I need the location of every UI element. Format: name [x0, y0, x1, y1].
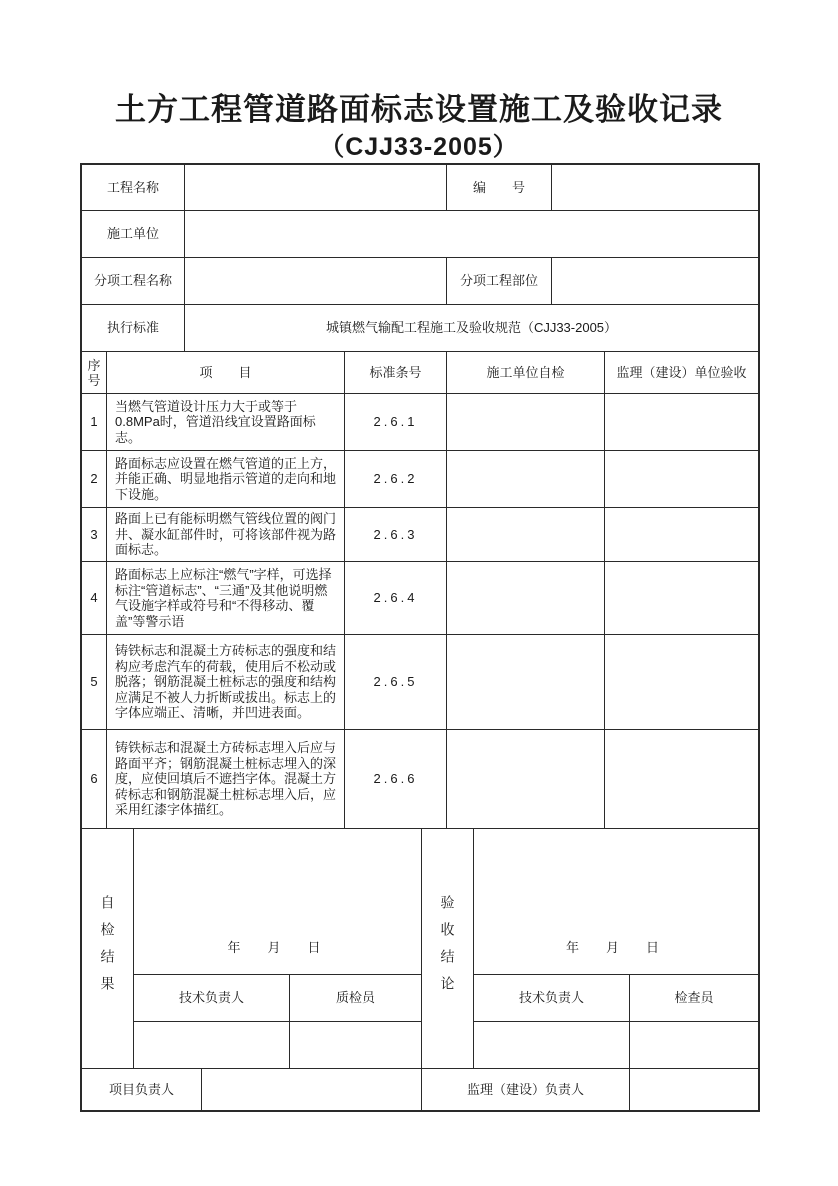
row-supervision-value	[605, 635, 758, 730]
row-item: 路面标志应设置在燃气管道的正上方，并能正确、明显地指示管道的走向和地下设施。	[107, 451, 345, 508]
subitem-name-label: 分项工程名称	[82, 258, 185, 305]
row-self-check-value	[447, 730, 605, 829]
row-item: 铸铁标志和混凝土方砖标志的强度和结构应考虑汽车的荷载，使用后不松动或脱落；钢筋混凝土桩标志的强度和结构应满足不被人力折断或拔出。标志上的字体应端正、清晰，并凹进表面。	[107, 635, 345, 730]
header-no: 序号	[82, 352, 107, 394]
row-clause: 2.6.2	[345, 451, 447, 508]
document-subtitle: （CJJ33-2005）	[319, 133, 519, 161]
row-clause: 2.6.1	[345, 394, 447, 451]
row-self-check-value	[447, 562, 605, 635]
header-item: 项 目	[107, 352, 345, 394]
header-supervision: 监理（建设）单位验收	[605, 352, 758, 394]
row-item: 铸铁标志和混凝土方砖标志埋入后应与路面平齐；钢筋混凝土桩标志埋入的深度，应使回填后不遮挡字体。混凝土方砖标志和钢筋混凝土桩标志埋入后，应采用红漆字体描红。	[107, 730, 345, 829]
project-name-label: 工程名称	[82, 165, 185, 211]
number-label: 编 号	[447, 165, 552, 211]
row-self-check-value	[447, 635, 605, 730]
acceptance-tech-leader-signature	[474, 1022, 630, 1069]
project-leader-label: 项目负责人	[82, 1069, 202, 1110]
project-name-value	[185, 165, 447, 211]
row-no: 2	[82, 451, 107, 508]
row-clause: 2.6.3	[345, 508, 447, 562]
construction-unit-value	[185, 211, 758, 258]
self-check-result-label-cell	[82, 829, 134, 1069]
acceptance-conclusion-label: 验收结论	[439, 894, 456, 1003]
row-supervision-value	[605, 508, 758, 562]
row-no: 1	[82, 394, 107, 451]
standard-label: 执行标准	[82, 305, 185, 352]
subitem-name-value	[185, 258, 447, 305]
self-check-qc-label: 质检员	[290, 975, 422, 1022]
row-clause: 2.6.4	[345, 562, 447, 635]
row-self-check-value	[447, 394, 605, 451]
header-self-check: 施工单位自检	[447, 352, 605, 394]
row-supervision-value	[605, 730, 758, 829]
acceptance-inspector-label: 检查员	[630, 975, 758, 1022]
row-self-check-value	[447, 451, 605, 508]
self-check-qc-signature	[290, 1022, 422, 1069]
row-clause: 2.6.5	[345, 635, 447, 730]
number-value	[552, 165, 758, 211]
standard-value: 城镇燃气输配工程施工及验收规范（CJJ33-2005）	[185, 305, 758, 352]
acceptance-conclusion-label-cell	[422, 829, 474, 1069]
row-clause: 2.6.6	[345, 730, 447, 829]
document-title: 土方工程管道路面标志设置施工及验收记录	[115, 92, 723, 127]
row-item: 当燃气管道设计压力大于或等于0.8MPa时，管道沿线宜设置路面标志。	[107, 394, 345, 451]
row-no: 4	[82, 562, 107, 635]
row-item: 路面上已有能标明燃气管线位置的阀门井、凝水缸部件时，可将该部件视为路面标志。	[107, 508, 345, 562]
acceptance-date: 年 月 日	[474, 829, 758, 975]
project-leader-signature	[202, 1069, 422, 1110]
row-item: 路面标志上应标注“燃气”字样，可选择标注“管道标志”、“三通”及其他说明燃气设施字样或符号和“不得移动、覆盖”等警示语	[107, 562, 345, 635]
row-no: 3	[82, 508, 107, 562]
self-check-tech-leader-signature	[134, 1022, 290, 1069]
acceptance-inspector-signature	[630, 1022, 758, 1069]
form-table	[80, 163, 760, 1112]
supervisor-leader-signature	[630, 1069, 758, 1110]
self-check-date: 年 月 日	[134, 829, 422, 975]
construction-unit-label: 施工单位	[82, 211, 185, 258]
self-check-tech-leader-label: 技术负责人	[134, 975, 290, 1022]
subitem-part-label: 分项工程部位	[447, 258, 552, 305]
self-check-result-label: 自检结果	[99, 894, 116, 1003]
row-self-check-value	[447, 508, 605, 562]
row-no: 5	[82, 635, 107, 730]
row-supervision-value	[605, 562, 758, 635]
subitem-part-value	[552, 258, 758, 305]
row-supervision-value	[605, 394, 758, 451]
supervisor-leader-label: 监理（建设）负责人	[422, 1069, 630, 1110]
row-no: 6	[82, 730, 107, 829]
header-clause: 标准条号	[345, 352, 447, 394]
row-supervision-value	[605, 451, 758, 508]
acceptance-tech-leader-label: 技术负责人	[474, 975, 630, 1022]
